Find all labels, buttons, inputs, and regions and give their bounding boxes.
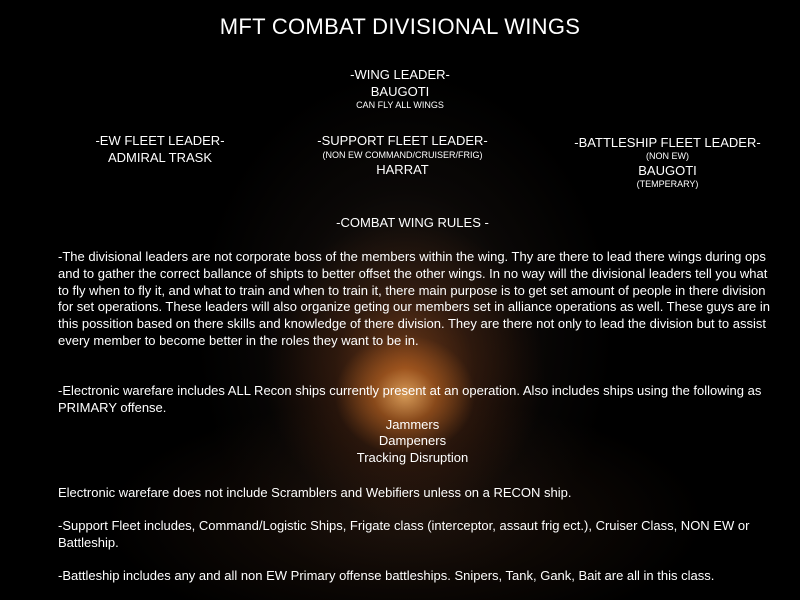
support-fleet-leader-note: (NON EW COMMAND/CRUISER/FRIG) — [322, 150, 483, 160]
battleship-fleet-leader-name: BAUGOTI — [638, 163, 697, 178]
ew-fleet-leader-heading: -EW FLEET LEADER- — [95, 133, 225, 148]
page-title: MFT COMBAT DIVISIONAL WINGS — [219, 14, 581, 39]
ew-list-item: Tracking Disruption — [356, 450, 469, 465]
battleship-fleet-leader-temporary-note: (TEMPERARY) — [636, 179, 699, 189]
rules-paragraph-support-fleet: -Support Fleet includes, Command/Logistic Ships, Frigate class (interceptor, assaut frig ect.), Cruiser Class, NON EW or Battleship. — [58, 518, 750, 550]
wing-leader-heading: -WING LEADER- — [350, 67, 450, 82]
rules-paragraph-battleship: -Battleship includes any and all non EW Primary offense battleships. Snipers, Tank, Gank, Bait are all in this class. — [58, 568, 715, 583]
rules-paragraph-ew-exclusions: Electronic warefare does not include Scramblers and Webifiers unless on a RECON ship. — [58, 485, 572, 500]
ew-list-item: Jammers — [385, 417, 440, 432]
rules-paragraph-electronic-warfare: -Electronic warefare includes ALL Recon ships currently present at an operation. Also includes ships using the following as PRIMARY offense. — [58, 383, 762, 415]
rules-paragraph-leaders: -The divisional leaders are not corporate boss of the members within the wing. Thy are there to lead there wings during ops and to gather the correct ballance of shipts to better offset the other wings. In no way will the divisional leaders tell you what to fly when to fly it, and what to train and when to train it, there main purpose is to get set amount of people in there division for set operations. These leaders will also organize geting our members set in alliance operations as well. These guys are in this possition based on there skills and knowledge of there division. They are there not only to lead the division but to assist every member to become better in the roles they want to be in. — [58, 249, 771, 348]
support-fleet-leader-heading: -SUPPORT FLEET LEADER- — [317, 133, 488, 148]
wing-leader-name: BAUGOTI — [370, 84, 430, 99]
battleship-fleet-leader-note: (NON EW) — [646, 151, 689, 161]
ew-list-item: Dampeners — [378, 433, 447, 448]
ew-fleet-leader-name: ADMIRAL TRASK — [107, 150, 213, 165]
wing-leader-note: CAN FLY ALL WINGS — [356, 100, 444, 110]
support-fleet-leader-name: HARRAT — [376, 162, 429, 177]
battleship-fleet-leader-heading: -BATTLESHIP FLEET LEADER- — [574, 135, 761, 150]
combat-wing-rules-heading: -COMBAT WING RULES - — [336, 215, 489, 230]
